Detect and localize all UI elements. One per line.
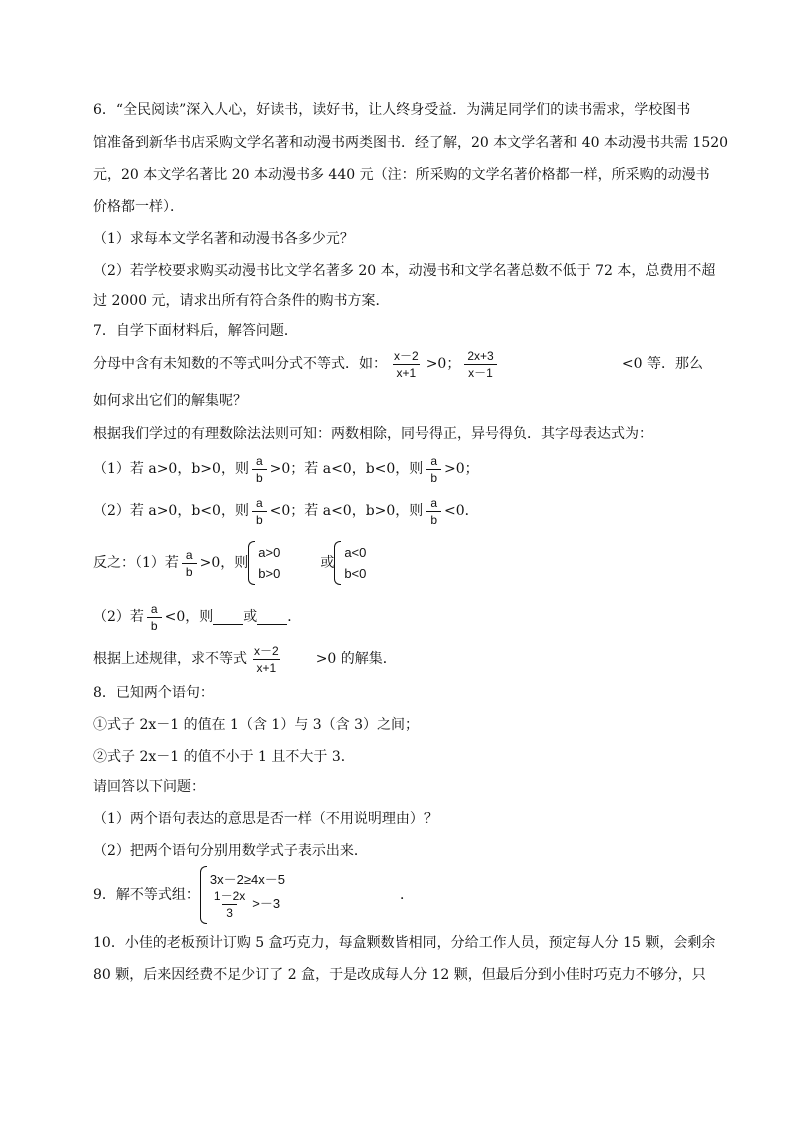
q7-title: 7．自学下面材料后，解答问题． [93, 323, 298, 339]
q6-line-1: 6．“全民阅读”深入人心，好读书，读好书，让人终身受益．为满足同学们的读书需求，学校图书 [93, 102, 691, 118]
q7-converse-1 [93, 540, 366, 586]
system-positive [248, 541, 280, 585]
fraction-denominator: 3 [222, 904, 237, 920]
fraction-a-over-b [426, 496, 441, 527]
converse-2-text-b: <0，则 [164, 609, 214, 625]
fraction-numerator: a [255, 495, 263, 510]
system-row: a>0 [258, 545, 281, 560]
system-row-2 [210, 889, 285, 920]
fraction-x-minus-2-over-x-plus-1 [250, 644, 283, 675]
fraction-numerator: a [255, 453, 263, 468]
q7-case-1 [93, 452, 479, 486]
system-row: b>0 [258, 566, 281, 581]
system-row: a<0 [344, 545, 367, 560]
q6-part-1: （1）求每本文学名著和动漫书各多少元？ [93, 231, 354, 247]
fraction-a-over-b [252, 496, 267, 527]
fraction-denominator: b [147, 617, 162, 633]
fraction-1-minus-2x-over-3 [210, 889, 249, 920]
q8-part-1: （1）两个语句表达的意思是否一样（不用说明理由）？ [93, 811, 438, 827]
or-text: 或 [243, 609, 258, 625]
fraction-a-over-b [147, 602, 162, 633]
q6-line-2: 馆准备到新华书店采购文学名著和动漫书两类图书．经了解，20 本文学名著和 40 本动漫书共需 1520 [93, 135, 729, 151]
case-1-text-b: >0；若 a<0，b<0，则 [269, 461, 424, 477]
final-text-a: 根据上述规律，求不等式 [93, 651, 247, 667]
fraction-a-over-b [252, 454, 267, 485]
q7-final [93, 642, 397, 676]
fraction-denominator: x+1 [253, 659, 281, 675]
final-text-b: >0 的解集． [315, 651, 397, 667]
case-1-text-a: （1）若 a>0，b>0，则 [93, 461, 249, 477]
q10-line-2: 80 颗，后来因经费不足少订了 2 盒，于是改成每人分 12 颗，但最后分到小佳时巧克力不够分，只 [93, 967, 706, 983]
q6-part-2-line-2: 过 2000 元，请求出所有符合条件的购书方案． [93, 293, 390, 309]
fraction-numerator: a [150, 601, 158, 616]
q9-label: 9．解不等式组： [93, 887, 200, 903]
left-brace-icon [200, 866, 207, 924]
fraction-numerator: x－2 [394, 348, 419, 363]
q7-intro-question: 如何求出它们的解集呢？ [93, 393, 247, 409]
q7-case-2 [93, 494, 479, 528]
system-row: b<0 [344, 566, 367, 581]
fraction-numerator: x－2 [254, 643, 279, 658]
system-negative [334, 541, 366, 585]
q8-title: 8．已知两个语句： [93, 685, 214, 701]
q8-part-2: （2）把两个语句分别用数学式子表示出来． [93, 843, 368, 859]
answer-blank-2[interactable] [257, 610, 287, 625]
fraction-denominator: b [252, 469, 267, 485]
row-2-tail: >－3 [252, 896, 281, 911]
period: ． [287, 609, 302, 625]
left-brace-icon [334, 541, 341, 585]
fraction-a-over-b [426, 454, 441, 485]
case-2-text-a: （2）若 a>0，b<0，则 [93, 503, 249, 519]
q8-statement-1: ①式子 2x－1 的值在 1（含 1）与 3（含 3）之间； [93, 717, 420, 733]
fraction-denominator: b [426, 511, 441, 527]
q8-statement-2: ②式子 2x－1 的值不小于 1 且不大于 3． [93, 749, 355, 765]
system-row-1: 3x－2≥4x－5 [209, 871, 285, 887]
converse-1-text-a: 反之：（1）若 [93, 555, 179, 571]
case-2-text-b: <0；若 a<0，b>0，则 [269, 503, 424, 519]
fraction-numerator: 2x+3 [467, 348, 494, 363]
converse-1-text-b: >0，则 [199, 555, 249, 571]
fraction-2x-plus-3-over-x-minus-1 [463, 349, 497, 380]
q6-part-2-line-1: （2）若学校要求购买动漫书比文学名著多 20 本，动漫书和文学名著总数不低于 72 本，总费用不超 [93, 263, 716, 279]
fraction-numerator: a [185, 547, 193, 562]
fraction-denominator: x－1 [464, 364, 497, 380]
fraction-denominator: b [426, 469, 441, 485]
left-brace-icon [248, 541, 255, 585]
fraction-numerator: a [430, 453, 437, 468]
fraction-denominator: b [252, 511, 267, 527]
converse-2-text-a: （2）若 [93, 609, 144, 625]
or-text: 或 [320, 555, 335, 571]
fraction-x-minus-2-over-x-plus-1 [390, 349, 423, 380]
q7-rule: 根据我们学过的有理数除法法则可知：两数相除，同号得正，异号得负．其字母表达式为： [93, 426, 653, 442]
fraction-numerator: a [430, 495, 437, 510]
q7-converse-2 [93, 600, 301, 634]
inequality-system [200, 866, 285, 924]
answer-blank-1[interactable] [213, 610, 243, 625]
case-1-text-c: >0； [444, 461, 479, 477]
fraction-numerator: 1－2x [213, 888, 246, 903]
q6-line-4: 价格都一样）． [93, 199, 184, 215]
q7-intro-gt0: >0； [425, 356, 461, 372]
fraction-denominator: x+1 [393, 364, 421, 380]
q8-ask: 请回答以下问题： [93, 779, 205, 795]
q7-intro-text: 分母中含有未知数的不等式叫分式不等式．如： [93, 356, 387, 372]
q10-line-1: 10．小佳的老板预计订购 5 盒巧克力，每盒颗数皆相同，分给工作人员，预定每人分 15 颗，会剩余 [93, 935, 716, 951]
fraction-denominator: b [182, 563, 197, 579]
period: ． [399, 887, 414, 903]
q9 [93, 864, 414, 926]
case-2-text-c: <0． [444, 503, 479, 519]
q7-intro [93, 347, 703, 381]
q6-line-3: 元，20 本文学名著比 20 本动漫书多 440 元（注：所采购的文学名著价格都一样，所采购的动漫书 [93, 167, 710, 183]
fraction-a-over-b [182, 548, 197, 579]
q7-intro-tail: <0 等．那么 [621, 356, 703, 372]
